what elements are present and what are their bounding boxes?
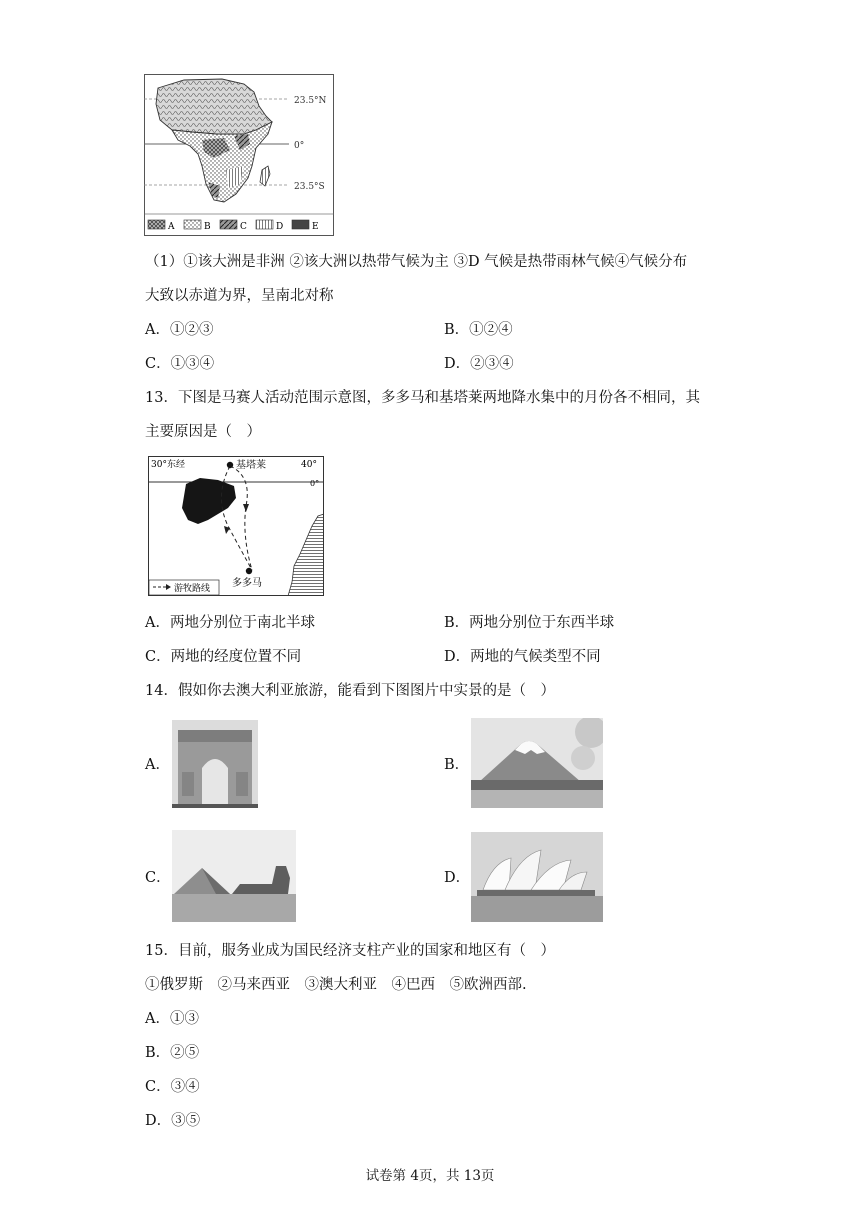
equator-label-13: 0° <box>310 479 320 488</box>
q14-stem: 14．假如你去澳大利亚旅游，能看到下图图片中实景的是（ ） <box>145 683 555 699</box>
q15-stem: 15．目前，服务业成为国民经济支柱产业的国家和地区有（ ） <box>145 943 555 959</box>
route-legend-label: 游牧路线 <box>174 584 211 594</box>
lat-23-5-s-label: 23.5°S <box>294 182 325 192</box>
maasai-route-map <box>148 456 324 596</box>
arc-de-triomphe-photo[interactable] <box>172 720 258 808</box>
legend-b: B <box>204 222 211 232</box>
q14-option-a-label[interactable]: A． <box>145 757 170 773</box>
q14-option-b-label[interactable]: B． <box>444 757 470 773</box>
q14-option-d-label[interactable]: D． <box>444 870 471 886</box>
mount-fuji-photo[interactable] <box>471 718 603 808</box>
africa-climate-map <box>144 74 334 236</box>
q12-option-c[interactable]: C．①③④ <box>145 356 215 372</box>
lon-40-label: 40° <box>301 460 317 470</box>
q15-items: ①俄罗斯 ②马来西亚 ③澳大利亚 ④巴西 ⑤欧洲西部. <box>145 977 527 993</box>
q12-option-a[interactable]: A．①②③ <box>145 322 214 338</box>
lat-23-5-n-label: 23.5°N <box>294 96 327 106</box>
q15-option-c[interactable]: C．③④ <box>145 1079 200 1095</box>
legend-c: C <box>240 222 247 232</box>
q12-option-b[interactable]: B．①②④ <box>444 322 513 338</box>
q12-statement-line1: （1）①该大洲是非洲 ②该大洲以热带气候为主 ③D 气候是热带雨林气候④气候分布 <box>145 254 688 270</box>
lon-30-label: 30°东经 <box>151 460 185 470</box>
q15-option-b[interactable]: B．②⑤ <box>145 1045 200 1061</box>
legend-a: A <box>168 222 175 232</box>
q13-option-a[interactable]: A．两地分别位于南北半球 <box>145 615 315 631</box>
q15-option-d[interactable]: D．③⑤ <box>145 1113 201 1129</box>
q14-option-c-label[interactable]: C． <box>145 870 171 886</box>
q13-option-d[interactable]: D．两地的气候类型不同 <box>444 649 601 665</box>
q13-stem-line2: 主要原因是（ ） <box>145 424 261 440</box>
dodoma-dot <box>246 568 252 574</box>
q13-option-c[interactable]: C．两地的经度位置不同 <box>145 649 302 665</box>
q13-option-b[interactable]: B．两地分别位于东西半球 <box>444 615 615 631</box>
q12-option-d[interactable]: D．②③④ <box>444 356 514 372</box>
sydney-opera-house-photo[interactable] <box>471 832 603 922</box>
kitale-label: 基塔莱 <box>236 460 266 471</box>
equator-label: 0° <box>294 141 305 151</box>
page-footer: 试卷第 4页，共 13页 <box>365 1168 495 1184</box>
pyramid-sphinx-photo[interactable] <box>172 830 296 922</box>
legend-e: E <box>312 222 319 232</box>
legend-d: D <box>276 222 284 232</box>
dodoma-label: 多多马 <box>232 578 262 589</box>
q13-stem-line1: 13．下图是马赛人活动范围示意图，多多马和基塔莱两地降水集中的月份各不相同，其 <box>145 390 700 406</box>
kitale-dot <box>227 462 233 468</box>
q12-statement-line2: 大致以赤道为界，呈南北对称 <box>145 288 334 304</box>
q15-option-a[interactable]: A．①③ <box>145 1011 199 1027</box>
